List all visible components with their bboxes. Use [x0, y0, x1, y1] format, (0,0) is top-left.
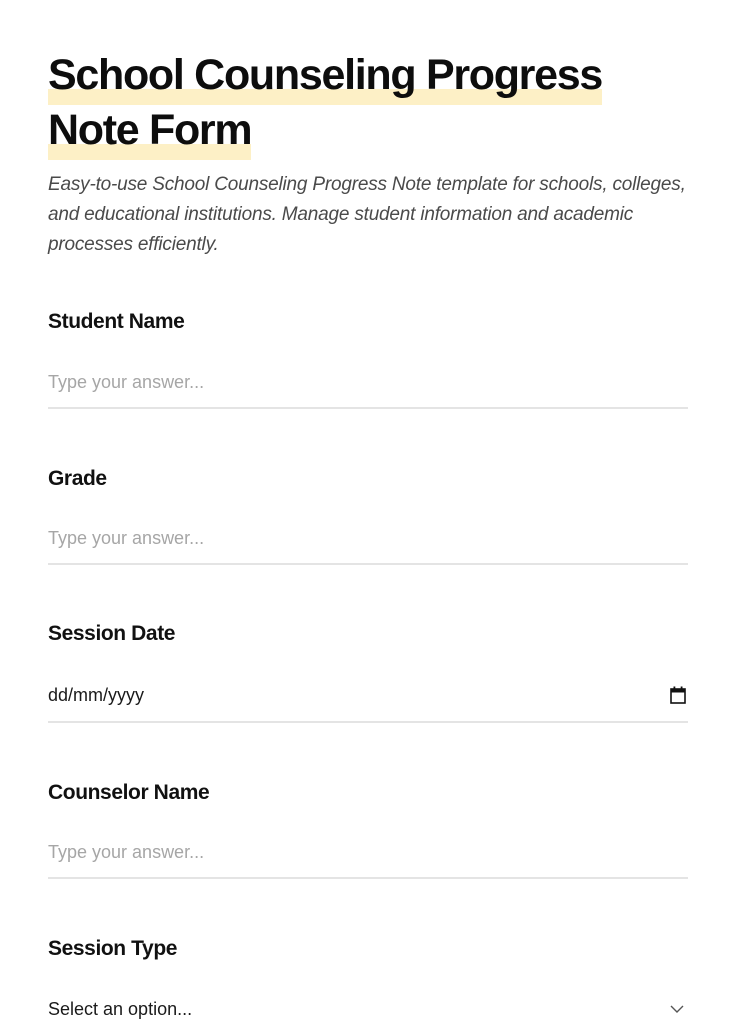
field-label-grade: Grade [48, 467, 107, 490]
title-line-1: School Counseling Progress [48, 51, 602, 105]
session-type-select[interactable] [48, 996, 688, 1032]
page-title [48, 48, 688, 158]
field-label-student-name: Student Name [48, 310, 185, 333]
chevron-down-icon[interactable] [670, 1004, 684, 1014]
field-session-date [48, 620, 688, 723]
form-description: Easy-to-use School Counseling Progress Note template for schools, colleges, and educational institutions. Manage student information and academic processes efficiently. [48, 174, 686, 255]
grade-input[interactable] [48, 526, 688, 565]
field-label-session-type: Session Type [48, 937, 178, 960]
field-student-name [48, 308, 688, 409]
counselor-name-input[interactable] [48, 840, 688, 879]
student-name-input[interactable] [48, 370, 688, 409]
field-label-counselor-name: Counselor Name [48, 781, 210, 804]
session-date-placeholder: dd/mm/yyyy [48, 684, 145, 705]
field-label-session-date: Session Date [48, 622, 176, 645]
calendar-icon[interactable] [670, 686, 686, 704]
title-line-2: Note Form [48, 106, 251, 160]
session-date-input[interactable] [48, 681, 688, 723]
session-type-placeholder: Select an option... [48, 998, 193, 1019]
field-counselor-name [48, 779, 688, 879]
field-grade [48, 465, 688, 565]
field-session-type [48, 935, 688, 1032]
